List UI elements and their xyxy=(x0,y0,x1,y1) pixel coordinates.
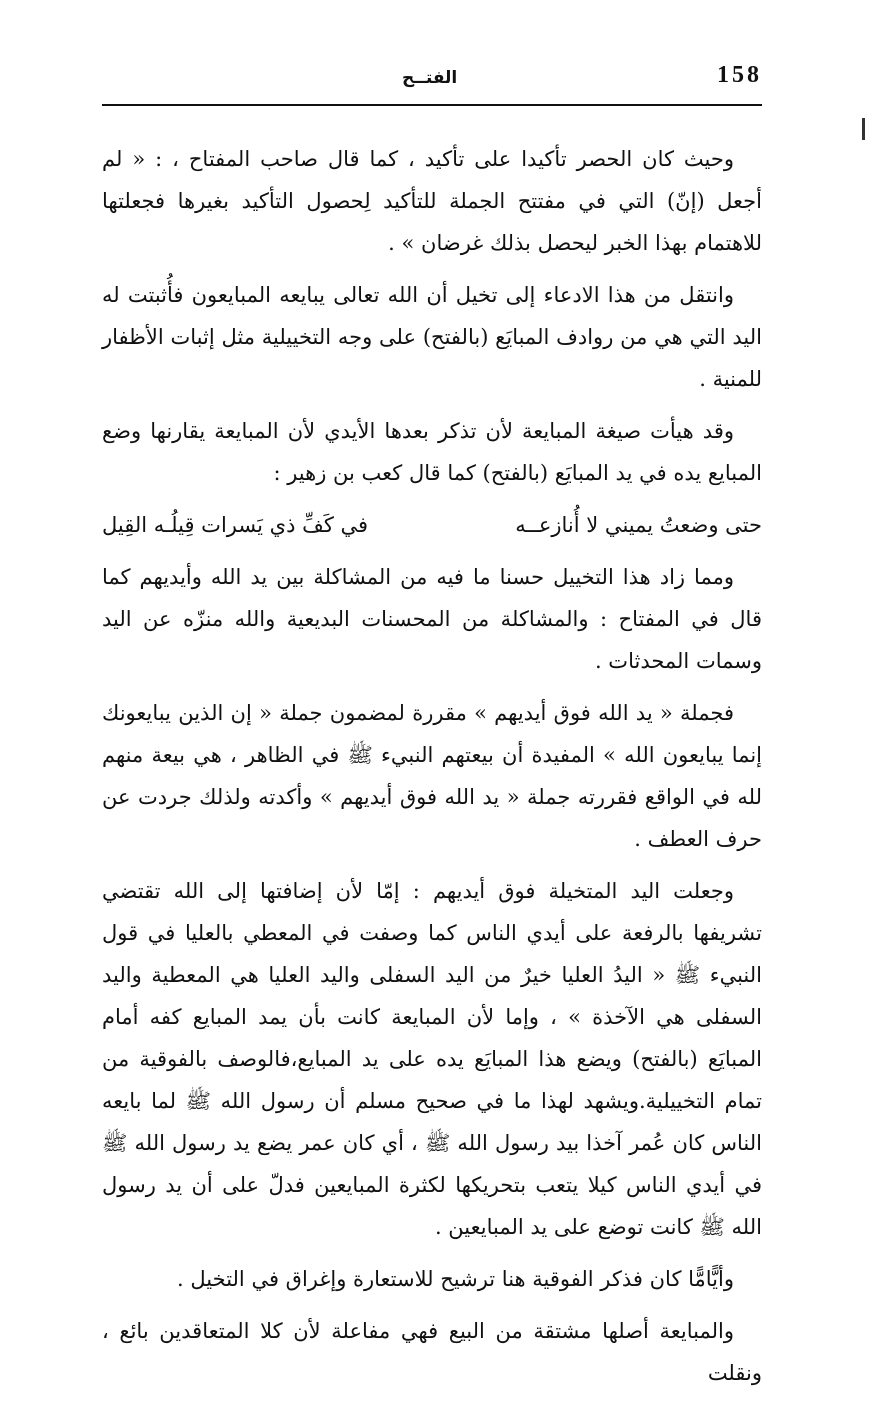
paragraph: والمبايعة أصلها مشتقة من البيع فهي مفاعلة لأن كلا المتعاقدين بائع ، ونقلت xyxy=(102,1319,762,1385)
paragraph: وأيًّامًّا كان فذكر الفوقية هنا ترشيح للاستعارة وإغراق في التخيل . xyxy=(177,1267,734,1291)
verse-second-hemistich: في كَفِّ ذي يَسرات قِيلُـه القِيل xyxy=(102,513,369,537)
poetry-verse xyxy=(102,504,762,546)
paragraph: وحيث كان الحصر تأكيدا على تأكيد ، كما قال صاحب المفتاح ، : « لم أجعل (إنّ) التي في مفتتح الجملة للتأكيد لِحصول التأكيد بغيرها فجعلتها للاهتمام بهذا الخبر ليحصل بذلك غرضان » . xyxy=(102,147,762,255)
running-title: الفتــح xyxy=(402,68,458,88)
paragraph: وانتقل من هذا الادعاء إلى تخيل أن الله تعالى يبايعه المبايعون فأُثبتت له اليد التي هي من روادف المبايَع (بالفتح) على وجه التخييلية مثل إثبات الأظفار للمنية . xyxy=(102,283,762,391)
verse-first-hemistich: حتى وضعتُ يميني لا أُنازعــه xyxy=(515,513,762,537)
page-header xyxy=(102,62,762,102)
paragraph: وقد هيأت صيغة المبايعة لأن تذكر بعدها الأيدي لأن المبايعة يقارنها وضع المبايع يده في يد المبايَع (بالفتح) كما قال كعب بن زهير : xyxy=(102,419,762,485)
paragraph: وجعلت اليد المتخيلة فوق أيديهم : إمّا لأن إضافتها إلى الله تقتضي تشريفها بالرفعة على أيدي الناس كما وصفت في المعطي بالعليا في قول النبيء ﷺ « اليدُ العليا خيرٌ من اليد السفلى واليد العليا هي المعطية واليد السفلى هي الآخذة » ، وإما لأن المبايعة كانت بأن يمد المبايع كفه أمام المبايَع (بالفتح) ويضع هذا المبايَع يده على يد المبايع،فالوصف بالفوقية من تمام التخييلية.ويشهد لهذا ما في صحيح مسلم أن رسول الله ﷺ لما بايعه الناس كان عُمر آخذا بيد رسول الله ﷺ ، أي كان عمر يضع يد رسول الله ﷺ في أيدي الناس كيلا يتعب بتحريكها لكثرة المبايعين فدلّ على أن يد رسول الله ﷺ كانت توضع على يد المبايعين . xyxy=(102,879,762,1239)
page-number: 158 xyxy=(717,62,762,88)
paragraph: ومما زاد هذا التخييل حسنا ما فيه من المشاكلة بين يد الله وأيديهم كما قال في المفتاح : والمشاكلة من المحسنات البديعية والله منزّه عن اليد وسمات المحدثات . xyxy=(102,565,762,673)
header-rule xyxy=(102,104,762,106)
paragraph: فجملة « يد الله فوق أيديهم » مقررة لمضمون جملة « إن الذين يبايعونك إنما يبايعون الله » المفيدة أن بيعتهم النبيء ﷺ في الظاهر ، هي بيعة منهم لله في الواقع فقررته جملة « يد الله فوق أيديهم » وأكدته ولذلك جردت عن حرف العطف . xyxy=(102,701,762,851)
margin-mark xyxy=(862,118,865,140)
body-text xyxy=(102,138,762,1404)
